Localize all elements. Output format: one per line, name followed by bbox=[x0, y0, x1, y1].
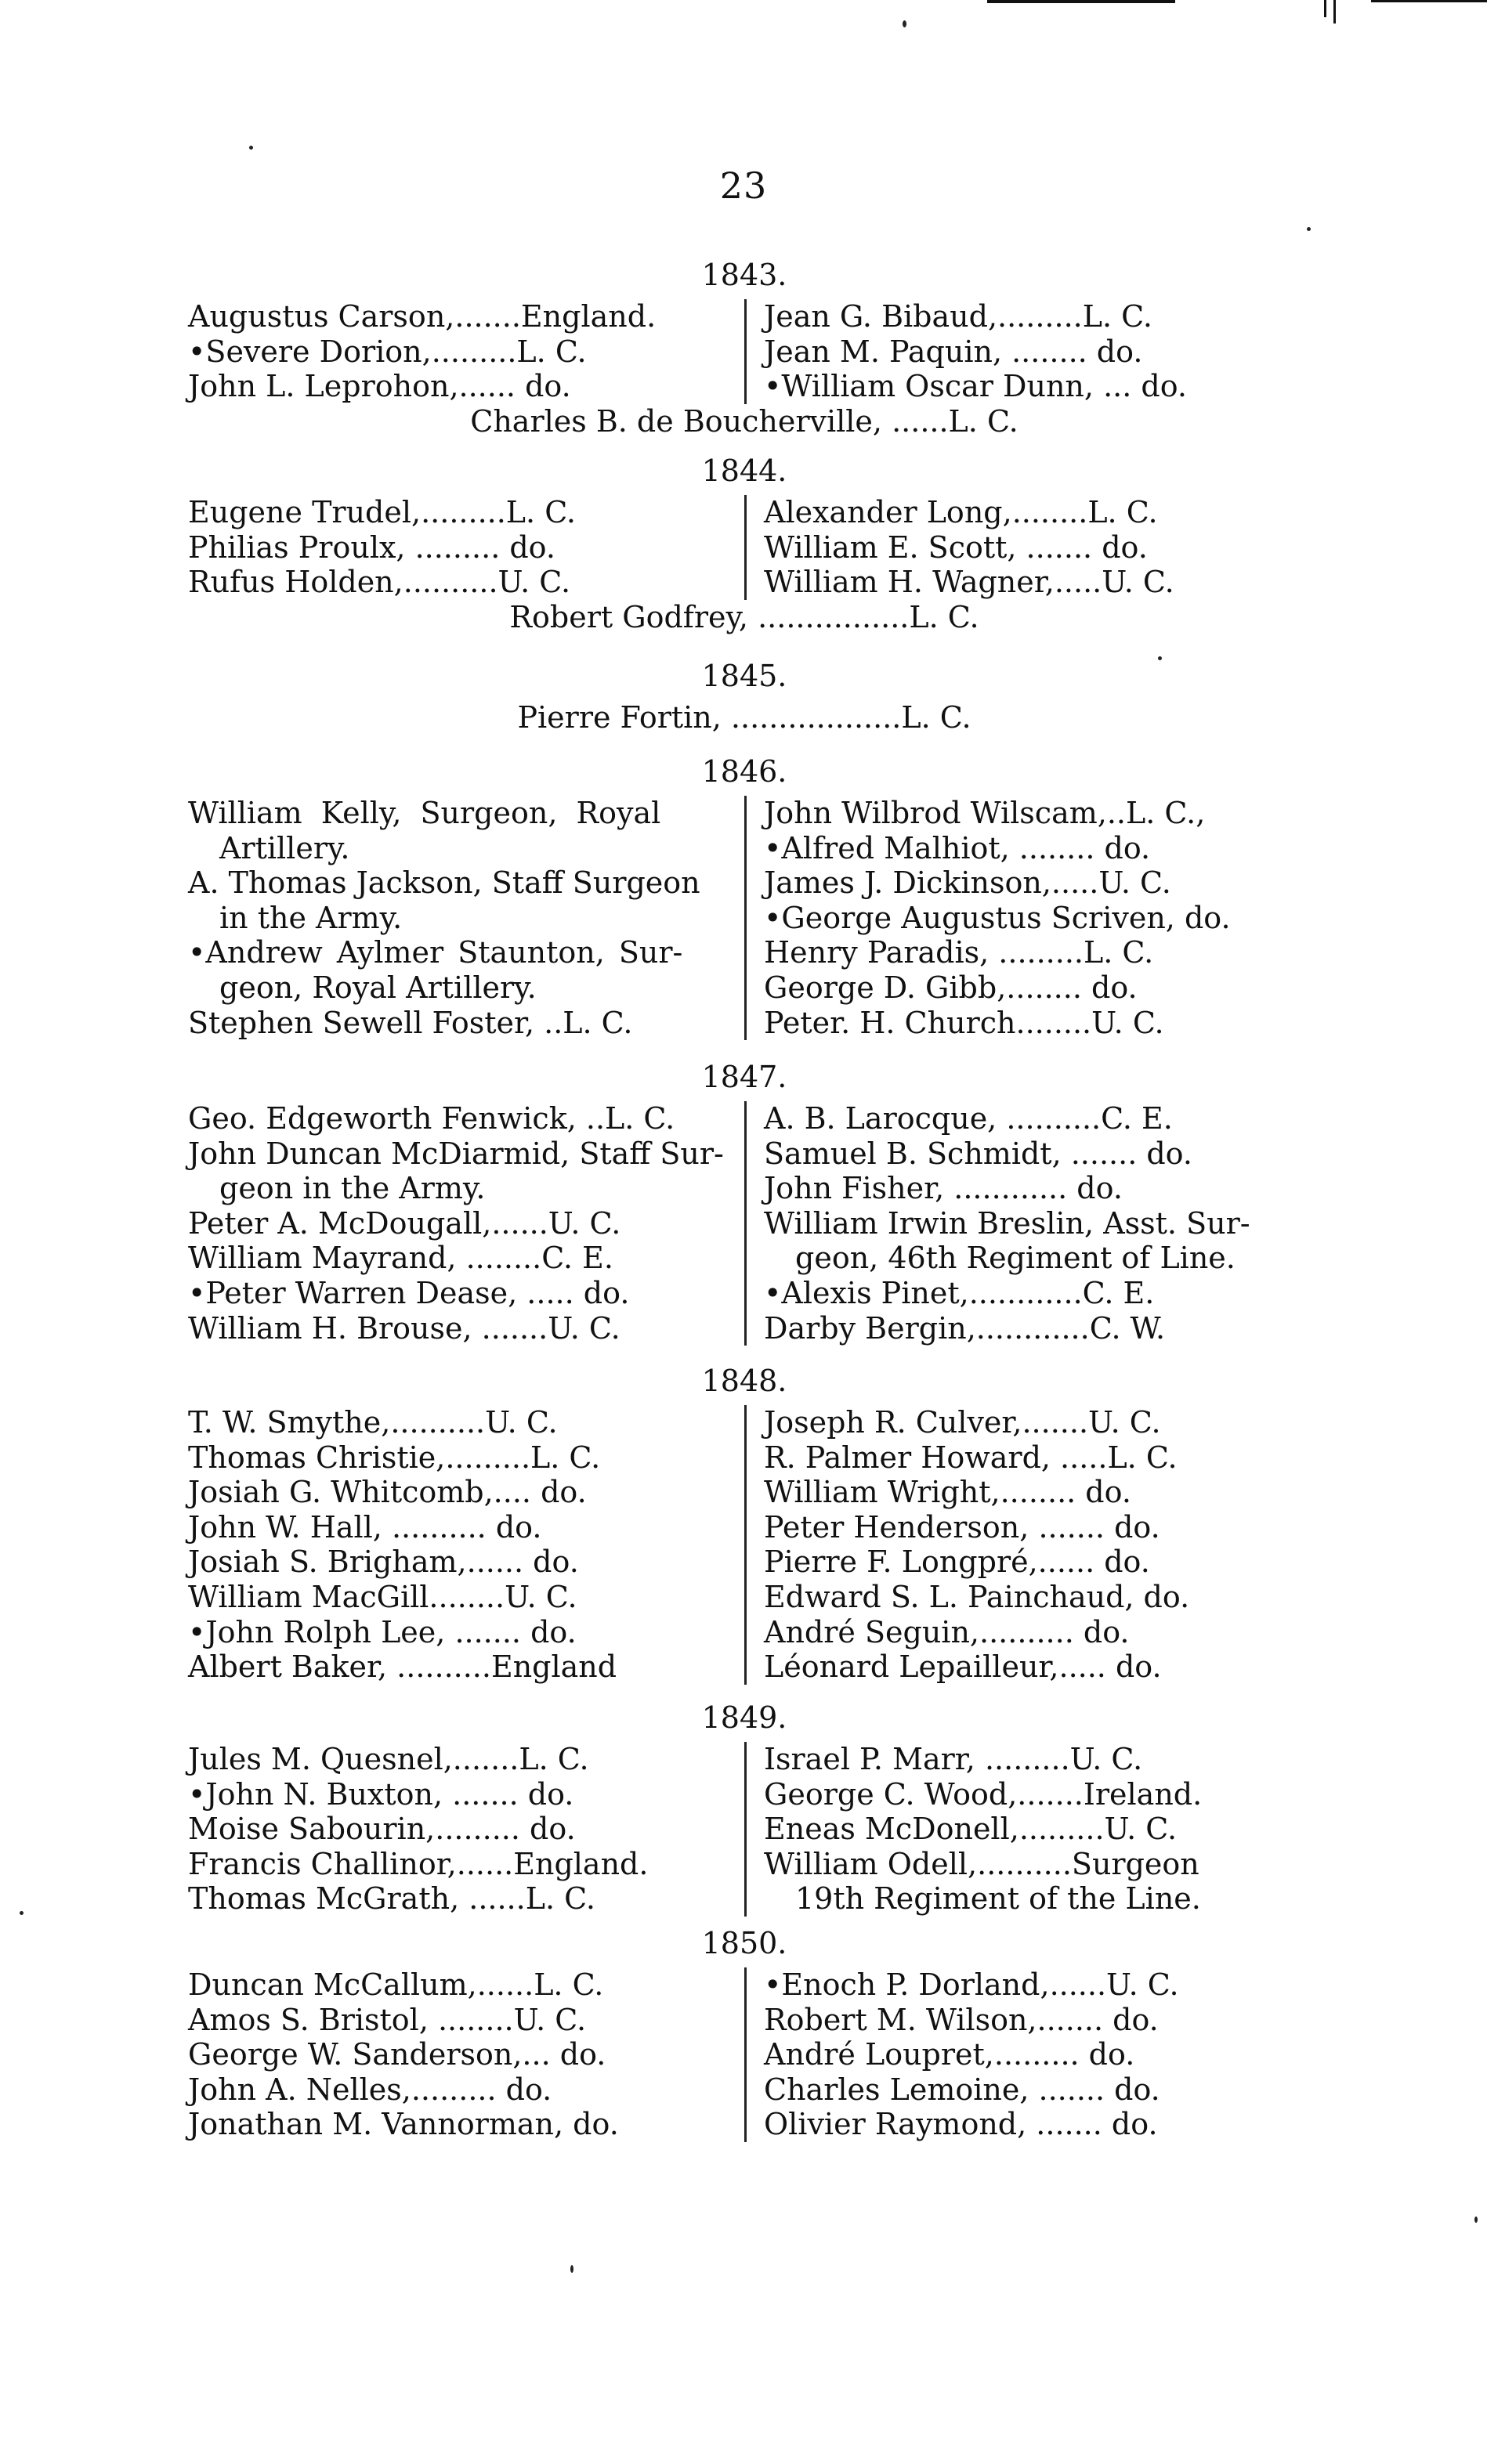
right-column bbox=[744, 1405, 1301, 1685]
page-number: 23 bbox=[719, 164, 768, 207]
list-item: George C. Wood,.......Ireland. bbox=[764, 1776, 1203, 1812]
list-item: Francis Challinor,......England. bbox=[188, 1846, 649, 1881]
scan-speck bbox=[1307, 227, 1311, 231]
two-column-list bbox=[188, 1101, 1301, 1346]
list-item: John L. Leprohon,...... do. bbox=[188, 369, 571, 404]
list-item: James J. Dickinson,.....U. C. bbox=[764, 865, 1171, 901]
list-item: Augustus Carson,.......England. bbox=[188, 299, 657, 334]
list-item: A. Thomas Jackson, Staff Surgeon bbox=[188, 865, 700, 901]
section-1847 bbox=[188, 1059, 1301, 1346]
list-item: •William Oscar Dunn, ... do. bbox=[764, 369, 1187, 404]
section-1845 bbox=[188, 658, 1301, 735]
left-column bbox=[188, 299, 744, 404]
list-item: Jean G. Bibaud,.........L. C. bbox=[764, 299, 1152, 334]
list-item: George W. Sanderson,... do. bbox=[188, 2037, 606, 2072]
left-column bbox=[188, 1101, 744, 1346]
list-item: Edward S. L. Painchaud, do. bbox=[764, 1579, 1190, 1614]
scan-speck bbox=[249, 146, 253, 150]
two-column-list bbox=[188, 1967, 1301, 2142]
list-item: A. B. Larocque, ..........C. E. bbox=[764, 1101, 1173, 1136]
list-item: Duncan McCallum,......L. C. bbox=[188, 1967, 604, 2002]
left-column bbox=[188, 796, 744, 1040]
list-item: Artillery. bbox=[219, 830, 350, 865]
list-item: 19th Regiment of the Line. bbox=[795, 1881, 1201, 1917]
list-item: William H. Wagner,.....U. C. bbox=[764, 565, 1174, 600]
list-item: William E. Scott, ....... do. bbox=[764, 529, 1148, 565]
list-item: Darby Bergin,............C. W. bbox=[764, 1310, 1166, 1346]
two-column-list bbox=[188, 299, 1301, 404]
right-column bbox=[744, 495, 1301, 600]
year-heading: 1850. bbox=[701, 1926, 787, 1960]
right-column bbox=[744, 1101, 1301, 1346]
two-column-list bbox=[188, 1405, 1301, 1685]
list-item: •John Rolph Lee, ....... do. bbox=[188, 1614, 577, 1649]
scan-speck bbox=[570, 2265, 573, 2273]
list-item: John Duncan McDiarmid, Staff Sur- bbox=[188, 1136, 724, 1171]
right-column bbox=[744, 1967, 1301, 2142]
list-item: •Enoch P. Dorland,......U. C. bbox=[764, 1967, 1179, 2002]
scan-speck bbox=[20, 1911, 24, 1915]
list-item: •Alexis Pinet,............C. E. bbox=[764, 1275, 1155, 1310]
list-item: John Wilbrod Wilscam,..L. C., bbox=[764, 796, 1206, 830]
list-item: Léonard Lepailleur,..... do. bbox=[764, 1649, 1162, 1685]
list-item: Alexander Long,........L. C. bbox=[764, 495, 1158, 529]
list-item: geon, Royal Artillery. bbox=[219, 970, 537, 1005]
scan-edge-mark bbox=[1324, 0, 1326, 17]
list-item: Israel P. Marr, .........U. C. bbox=[764, 1742, 1143, 1776]
two-column-list bbox=[188, 495, 1301, 600]
list-item: Amos S. Bristol, ........U. C. bbox=[188, 2002, 587, 2037]
list-item: •Andrew Aylmer Staunton, Sur- bbox=[188, 935, 683, 970]
list-item: Geo. Edgeworth Fenwick, ..L. C. bbox=[188, 1101, 675, 1136]
list-item: William Kelly, Surgeon, Royal bbox=[188, 796, 661, 830]
list-item: •Alfred Malhiot, ........ do. bbox=[764, 830, 1151, 865]
list-item: John W. Hall, .......... do. bbox=[188, 1509, 542, 1545]
list-item: William H. Brouse, .......U. C. bbox=[188, 1310, 620, 1346]
list-item: Jean M. Paquin, ........ do. bbox=[764, 334, 1143, 369]
list-item: Rufus Holden,..........U. C. bbox=[188, 565, 571, 600]
section-1850 bbox=[188, 1925, 1301, 2142]
list-item: Robert M. Wilson,....... do. bbox=[764, 2002, 1159, 2037]
list-item: Pierre F. Longpré,...... do. bbox=[764, 1545, 1150, 1580]
list-item: R. Palmer Howard, .....L. C. bbox=[764, 1440, 1178, 1475]
year-heading: 1844. bbox=[701, 453, 787, 488]
list-item: in the Army. bbox=[219, 900, 403, 935]
scan-edge-mark bbox=[1333, 0, 1336, 23]
list-item: Thomas McGrath, ......L. C. bbox=[188, 1881, 595, 1917]
list-item: Josiah G. Whitcomb,.... do. bbox=[188, 1475, 587, 1510]
list-item: Albert Baker, ..........England bbox=[188, 1649, 617, 1685]
section-1846 bbox=[188, 753, 1301, 1040]
list-item: geon in the Army. bbox=[219, 1171, 486, 1206]
section-1843 bbox=[188, 257, 1301, 439]
list-item: Josiah S. Brigham,...... do. bbox=[188, 1545, 579, 1580]
list-item: Stephen Sewell Foster, ..L. C. bbox=[188, 1005, 633, 1040]
scan-speck bbox=[1474, 2217, 1478, 2223]
year-heading: 1845. bbox=[701, 659, 787, 693]
list-item: Samuel B. Schmidt, ....... do. bbox=[764, 1136, 1192, 1171]
right-column bbox=[744, 299, 1301, 404]
list-item: André Loupret,......... do. bbox=[764, 2037, 1135, 2072]
list-item: Jonathan M. Vannorman, do. bbox=[188, 2107, 619, 2142]
left-column bbox=[188, 495, 744, 600]
list-item: André Seguin,.......... do. bbox=[764, 1614, 1130, 1649]
list-item: Peter A. McDougall,......U. C. bbox=[188, 1205, 621, 1241]
section-1848 bbox=[188, 1363, 1301, 1685]
list-item: Henry Paradis, .........L. C. bbox=[764, 935, 1154, 970]
list-item: William Mayrand, ........C. E. bbox=[188, 1241, 613, 1276]
scan-speck bbox=[903, 20, 906, 27]
right-column bbox=[744, 1742, 1301, 1917]
list-item: geon, 46th Regiment of Line. bbox=[795, 1241, 1236, 1276]
left-column bbox=[188, 1967, 744, 2142]
list-item: Peter. H. Church........U. C. bbox=[764, 1005, 1164, 1040]
list-item: William Wright,........ do. bbox=[764, 1475, 1131, 1510]
list-item: •John N. Buxton, ....... do. bbox=[188, 1776, 574, 1812]
section-1844 bbox=[188, 453, 1301, 634]
year-heading: 1849. bbox=[701, 1700, 787, 1735]
year-heading: 1846. bbox=[701, 754, 787, 789]
list-item: •Peter Warren Dease, ..... do. bbox=[188, 1275, 630, 1310]
year-heading: 1843. bbox=[701, 258, 787, 292]
list-item: Philias Proulx, ......... do. bbox=[188, 529, 555, 565]
list-item: Eneas McDonell,.........U. C. bbox=[764, 1812, 1178, 1847]
center-entry: Pierre Fortin, ..................L. C. bbox=[517, 700, 971, 735]
list-item: Olivier Raymond, ....... do. bbox=[764, 2107, 1158, 2142]
list-item: T. W. Smythe,..........U. C. bbox=[188, 1405, 558, 1440]
list-item: Moise Sabourin,......... do. bbox=[188, 1812, 576, 1847]
list-item: William Odell,..........Surgeon bbox=[764, 1846, 1199, 1881]
scan-edge-mark bbox=[987, 0, 1175, 3]
list-item: William MacGill........U. C. bbox=[188, 1579, 577, 1614]
left-column bbox=[188, 1405, 744, 1685]
list-item: Joseph R. Culver,.......U. C. bbox=[764, 1405, 1161, 1440]
list-item: William Irwin Breslin, Asst. Sur- bbox=[764, 1205, 1250, 1241]
list-item: John Fisher, ............ do. bbox=[764, 1171, 1123, 1206]
year-heading: 1847. bbox=[701, 1060, 787, 1094]
center-entry: Charles B. de Boucherville, ......L. C. bbox=[470, 403, 1018, 439]
left-column bbox=[188, 1742, 744, 1917]
center-entry: Robert Godfrey, ................L. C. bbox=[509, 599, 979, 634]
list-item: Jules M. Quesnel,.......L. C. bbox=[188, 1742, 589, 1776]
list-item: •Severe Dorion,.........L. C. bbox=[188, 334, 587, 369]
list-item: Eugene Trudel,.........L. C. bbox=[188, 495, 577, 529]
list-item: Charles Lemoine, ....... do. bbox=[764, 2072, 1160, 2107]
two-column-list bbox=[188, 1742, 1301, 1917]
list-item: George D. Gibb,........ do. bbox=[764, 970, 1138, 1005]
section-1849 bbox=[188, 1700, 1301, 1917]
year-heading: 1848. bbox=[701, 1364, 787, 1398]
two-column-list bbox=[188, 796, 1301, 1040]
list-item: Thomas Christie,.........L. C. bbox=[188, 1440, 601, 1475]
list-item: John A. Nelles,......... do. bbox=[188, 2072, 552, 2107]
list-item: •George Augustus Scriven, do. bbox=[764, 900, 1231, 935]
scan-edge-mark bbox=[1371, 0, 1487, 2]
right-column bbox=[744, 796, 1301, 1040]
list-item: Peter Henderson, ....... do. bbox=[764, 1509, 1160, 1545]
